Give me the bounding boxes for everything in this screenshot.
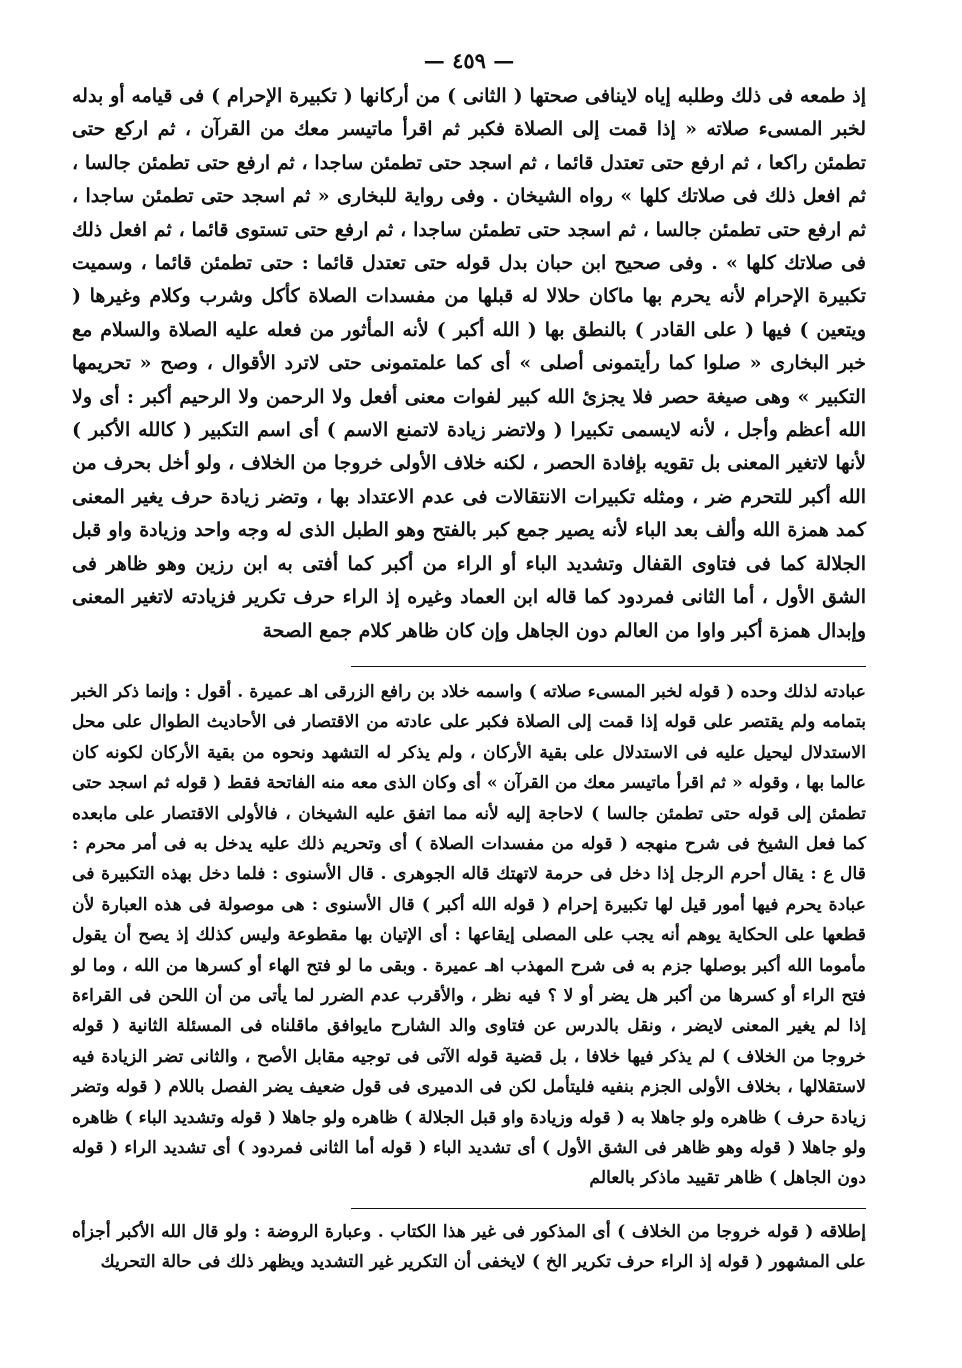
- secondary-notes: إطلاقه ( قوله خروجا من الخلاف ) أى المذكور فى غير هذا الكتاب . وعبارة الروضة : ولو قال الله الأكبر أجزأه على المشهور ( قوله إذ الراء حرف تكرير الخ ) لايخفى أن التكرير غير التشديد ويظهر ذلك فى حالة التحريك: [72, 1221, 866, 1273]
- main-text-body: إذ طمعه فى ذلك وطلبه إياه لاينافى صحتها ( الثانى ) من أركانها ( تكبيرة الإحرام ) فى قيامه أو بدله لخبر المسىء صلاته « إذا قمت إلى الصلاة فكبر ثم اقرأ ماتيسر معك من القرآن ، ثم اركع حتى تطمئن راكعا ، ثم ارفع حتى تعتدل قائما ، ثم اسجد حتى تطمئن ساجدا ، ثم ارفع حتى تطمئن جالسا ، ثم افعل ذلك فى صلاتك كلها » رواه الشيخان . وفى رواية للبخارى « ثم اسجد حتى تطمئن ساجدا ، ثم ارفع حتى تطمئن جالسا ، ثم اسجد حتى تطمئن ساجدا ، ثم ارفع حتى تستوى قائما ، ثم افعل ذلك فى صلاتك كلها » . وفى صحيح ابن حبان بدل قوله حتى تعتدل قائما : حتى تطمئن قائما ، وسميت تكبيرة الإحرام لأنه يحرم بها ماكان حلالا له قبلها من مفسدات الصلاة كأكل وشرب وكلام وغيرها ( ويتعين ) فيها ( على القادر ) بالنطق بها ( الله أكبر ) لأنه المأثور من فعله عليه الصلاة والسلام مع خبر البخارى « صلوا كما رأيتمونى أصلى » أى كما علمتمونى حتى لاترد الأقوال ، وصح « تحريمها التكبير » وهى صيغة حصر فلا يجزئ الله كبير لفوات معنى أفعل ولا الرحمن ولا الرحيم أكبر : أى ولا الله أعظم وأجل ، لأنه لايسمى تكبيرا ( ولاتضر زيادة لاتمنع الاسم ) أى اسم التكبير ( كالله الأكبر ) لأنها لاتغير المعنى بل تقويه بإفادة الحصر ، لكنه خلاف الأولى خروجا من الخلاف ، ولو أخل بحرف من الله أكبر للتحرم ضر ، ومثله تكبيرات الانتقالات فى عدم الاعتداد بها ، وتضر زيادة حرف يغير المعنى كمد همزة الله وألف بعد الباء لأنه يصير جمع كبر بالفتح وهو الطبل الذى له وجه واحد وزيادة واو قبل الجلالة كما فى فتاوى القفال وتشديد الباء أو الراء من أكبر كما أفتى به ابن رزين وهو ظاهر فى الشق الأول ، أما الثانى فمردود كما قاله ابن العماد وغيره إذ الراء حرف تكرير فزيادته لاتغير المعنى وإبدال همزة أكبر واوا من العالم دون الجاهل وإن كان ظاهر كلام جمع الصحة: [72, 85, 866, 642]
- separator-rule: [351, 666, 866, 667]
- commentary-notes: عبادته لذلك وحده ( قوله لخبر المسىء صلاته ) واسمه خلاد بن رافع الزرقى اهـ عميرة . أقول : وإنما ذكر الخبر بتمامه ولم يقتصر على قوله إذا قمت إلى الصلاة فكبر على عادته من الاقتصار فى الأحاديث الطوال على محل الاستدلال ليحيل عليه فى الاستدلال على بقية الأركان ، ولم يذكر له التشهد ونحوه من بقية الأركان لكونه كان عالما بها ، وقوله « ثم اقرأ ماتيسر معك من القرآن » أى وكان الذى معه منه الفاتحة فقط ( قوله ثم اسجد حتى تطمئن إلى قوله حتى تطمئن جالسا ) لاحاجة إليه لأنه مما اتفق عليه الشيخان ، فالأولى الاقتصار على مابعده كما فعل الشيخ فى شرح منهجه ( قوله من مفسدات الصلاة ) أى وتحريم ذلك عليه يدخل به فى أمر محرم : قال ع : يقال أحرم الرجل إذا دخل فى حرمة لاتهتك قاله الجوهرى . قال الأسنوى : فلما دخل بهذه التكبيرة فى عبادة يحرم فيها أمور قيل لها تكبيرة إحرام ( قوله الله أكبر ) قال الأسنوى : هى موصولة فى هذه العبارة لأن قطعها على الحكاية يوهم أنه يجب على المصلى إيقاعها : أى الإتيان بها مقطوعة وليس كذلك إذ يصح أن يقول مأموما الله أكبر بوصلها جزم به فى شرح المهذب اهـ عميرة . وبقى ما لو فتح الهاء أو كسرها من الله ، وما لو فتح الراء أو كسرها من أكبر هل يضر أو لا ؟ فيه نظر ، والأقرب عدم الضرر لما يأتى من أن اللحن فى القراءة إذا لم يغير المعنى لايضر ، ونقل بالدرس عن فتاوى والد الشارح مايوافق ماقلناه فى المسئلة الثانية ( قوله خروجا من الخلاف ) لم يذكر فيها خلافا ، بل قضية قوله الآتى فى توجيه مقابل الأصح ، والثانى تضر الزيادة فيه لاستقلالها ، بخلاف الأولى الجزم بنفيه فليتأمل لكن فى الدميرى فى قول ضعيف يضر الفصل باللام ( قوله وتضر زيادة حرف ) ظاهره ولو جاهلا به ( قوله وزيادة واو قبل الجلالة ) ظاهره ولو جاهلا ( قوله وتشديد الباء ) ظاهره ولو جاهلا ( قوله وهو ظاهر فى الشق الأول ) أى تشديد الباء ( قوله أما الثانى فمردود ) أى تشديد الراء ( قوله دون الجاهل ) ظاهر تقييد ماذكر بالعالم: [72, 681, 866, 1189]
- separator-rule-secondary: [351, 1208, 866, 1209]
- page-number: — ٤٥٩ —: [423, 48, 515, 73]
